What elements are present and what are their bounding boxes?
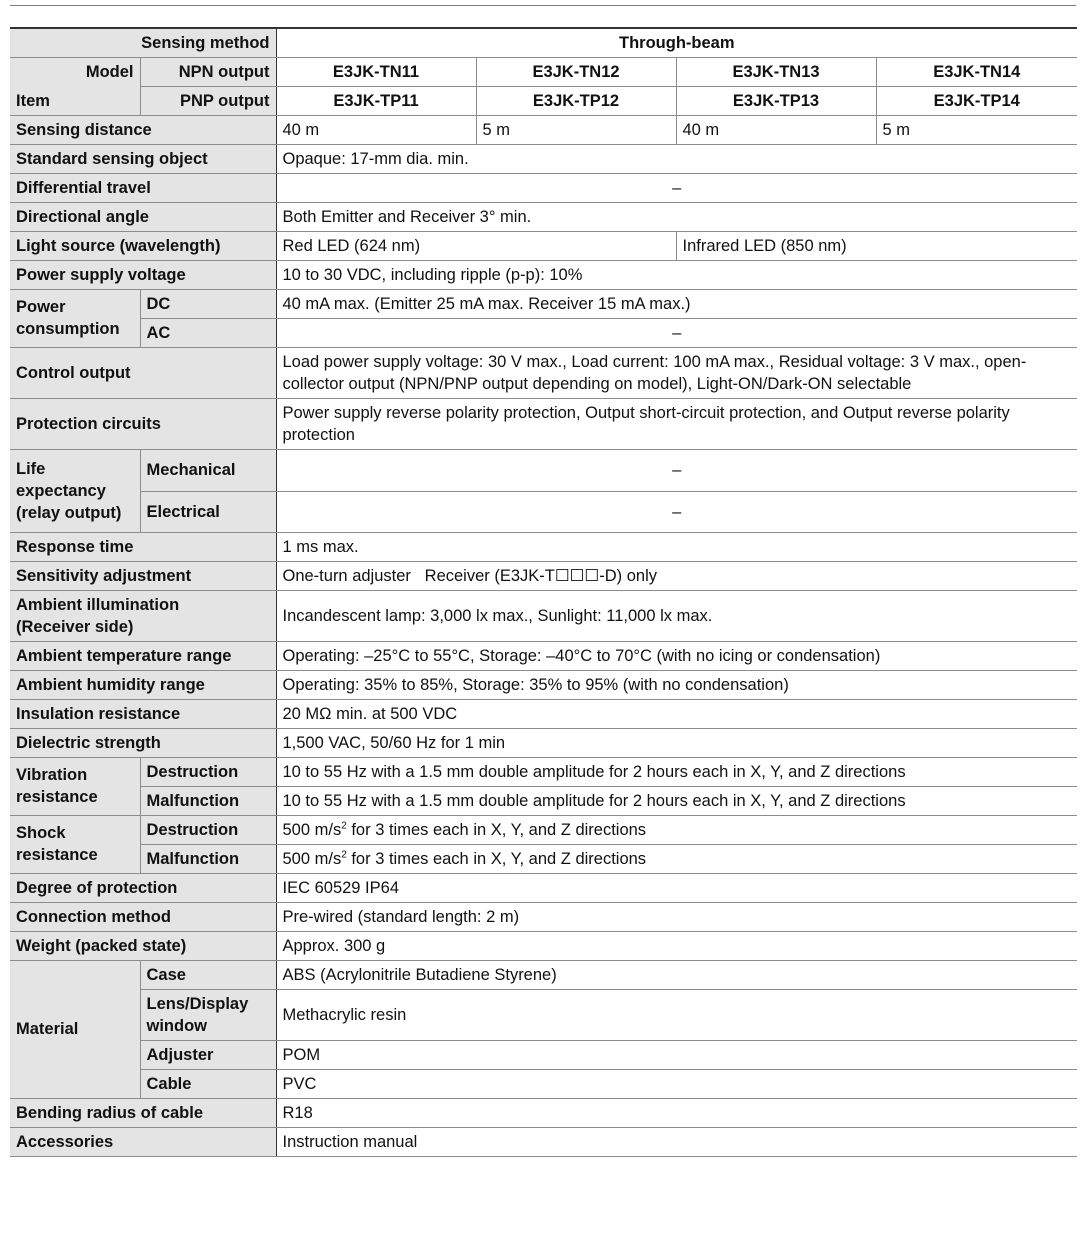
sensing-method-value: Through-beam — [276, 28, 1077, 57]
value-line: protection — [282, 425, 355, 444]
row-label: Dielectric strength — [10, 728, 276, 757]
light-source-infrared: Infrared LED (850 nm) — [676, 231, 1077, 260]
row-label: Differential travel — [10, 173, 276, 202]
superscript: 2 — [341, 849, 347, 860]
header-row-npn — [10, 57, 1077, 86]
row-value: 10 to 30 VDC, including ripple (p-p): 10% — [276, 260, 1077, 289]
row-ambient-illumination — [10, 590, 1077, 641]
row-label: Bending radius of cable — [10, 1098, 276, 1127]
npn-model-1: E3JK-TN11 — [276, 57, 476, 86]
row-connection-method — [10, 902, 1077, 931]
row-value: 1 ms max. — [276, 532, 1077, 561]
row-material-cable — [10, 1069, 1077, 1098]
label-line: resistance — [16, 788, 98, 806]
row-value: IEC 60529 IP64 — [276, 873, 1077, 902]
row-label: Directional angle — [10, 202, 276, 231]
value-line: collector output (NPN/PNP output depending on model), Light-ON/Dark-ON selectable — [282, 374, 912, 393]
dc-value: 40 mA max. (Emitter 25 mA max. Receiver 15 mA max.) — [276, 289, 1077, 318]
label-line: (Receiver side) — [16, 617, 134, 636]
row-power-consumption-ac — [10, 318, 1077, 347]
npn-model-3: E3JK-TN13 — [676, 57, 876, 86]
row-ambient-humidity — [10, 670, 1077, 699]
light-source-red: Red LED (624 nm) — [276, 231, 676, 260]
label-line: Ambient illumination — [16, 595, 180, 614]
destruction-label: Destruction — [140, 757, 276, 786]
row-label: Insulation resistance — [10, 699, 276, 728]
row-label: Accessories — [10, 1127, 276, 1156]
row-value: Approx. 300 g — [276, 931, 1077, 960]
sensing-distance-2: 5 m — [476, 115, 676, 144]
row-light-source — [10, 231, 1077, 260]
label-line: Shock — [16, 824, 66, 842]
label-line: expectancy — [16, 481, 106, 500]
row-value: 1,500 VAC, 50/60 Hz for 1 min — [276, 728, 1077, 757]
electrical-label: Electrical — [140, 491, 276, 532]
row-value: Instruction manual — [276, 1127, 1077, 1156]
row-label: Connection method — [10, 902, 276, 931]
row-value: 20 MΩ min. at 500 VDC — [276, 699, 1077, 728]
malfunction-label: Malfunction — [140, 844, 276, 873]
destruction-value — [276, 815, 1077, 844]
adjuster-value: POM — [276, 1040, 1077, 1069]
adjuster-label: Adjuster — [140, 1040, 276, 1069]
row-degree-of-protection — [10, 873, 1077, 902]
model-label: Model — [85, 62, 134, 81]
row-life-mechanical — [10, 449, 1077, 491]
row-value: Operating: 35% to 85%, Storage: 35% to 95% (with no condensation) — [276, 670, 1077, 699]
label-line: resistance — [16, 846, 98, 864]
row-weight — [10, 931, 1077, 960]
row-value — [276, 347, 1077, 398]
label-line: consumption — [16, 320, 120, 338]
item-label: Item — [16, 91, 50, 110]
npn-model-4: E3JK-TN14 — [876, 57, 1077, 86]
life-expectancy-label — [10, 449, 140, 532]
row-value: Both Emitter and Receiver 3° min. — [276, 202, 1077, 231]
row-vibration-malfunction — [10, 786, 1077, 815]
vibration-resistance-label — [10, 757, 140, 815]
row-material-lens — [10, 989, 1077, 1040]
row-value: R18 — [276, 1098, 1077, 1127]
pnp-model-1: E3JK-TP11 — [276, 86, 476, 115]
mechanical-value: – — [276, 449, 1077, 491]
row-label: Sensing distance — [10, 115, 276, 144]
value-line: Load power supply voltage: 30 V max., Load current: 100 mA max., Residual voltage: 3 V max., open- — [282, 352, 1027, 371]
header-row-sensing-method — [10, 28, 1077, 57]
malfunction-value: 10 to 55 Hz with a 1.5 mm double amplitude for 2 hours each in X, Y, and Z directions — [276, 786, 1077, 815]
value-text: for 3 times each in X, Y, and Z directions — [346, 849, 647, 868]
row-label: Standard sensing object — [10, 144, 276, 173]
pnp-model-3: E3JK-TP13 — [676, 86, 876, 115]
row-label: Sensitivity adjustment — [10, 561, 276, 590]
row-value: Operating: –25°C to 55°C, Storage: –40°C to 70°C (with no icing or condensation) — [276, 641, 1077, 670]
label-line: Lens/Display — [146, 994, 249, 1013]
cable-label: Cable — [140, 1069, 276, 1098]
row-label: Response time — [10, 532, 276, 561]
label-line: Life — [16, 459, 46, 478]
row-bending-radius — [10, 1098, 1077, 1127]
row-standard-object — [10, 144, 1077, 173]
row-label — [10, 590, 276, 641]
npn-model-2: E3JK-TN12 — [476, 57, 676, 86]
sensing-distance-1: 40 m — [276, 115, 476, 144]
npn-output-label: NPN output — [140, 57, 276, 86]
row-vibration-destruction — [10, 757, 1077, 786]
cable-value: PVC — [276, 1069, 1077, 1098]
row-differential-travel — [10, 173, 1077, 202]
row-shock-malfunction — [10, 844, 1077, 873]
row-label: Control output — [10, 347, 276, 398]
row-value: Opaque: 17-mm dia. min. — [276, 144, 1077, 173]
malfunction-value — [276, 844, 1077, 873]
power-consumption-label — [10, 289, 140, 347]
row-label: Weight (packed state) — [10, 931, 276, 960]
row-control-output — [10, 347, 1077, 398]
row-sensitivity-adjustment — [10, 561, 1077, 590]
label-line: Power — [16, 298, 66, 316]
sensing-distance-4: 5 m — [876, 115, 1077, 144]
row-label: Light source (wavelength) — [10, 231, 276, 260]
row-life-electrical — [10, 491, 1077, 532]
row-label: Protection circuits — [10, 398, 276, 449]
row-response-time — [10, 532, 1077, 561]
row-accessories — [10, 1127, 1077, 1156]
ac-value: – — [276, 318, 1077, 347]
dc-label: DC — [140, 289, 276, 318]
row-value: One-turn adjuster Receiver (E3JK-T☐☐☐-D) only — [276, 561, 1077, 590]
row-label: Power supply voltage — [10, 260, 276, 289]
row-ambient-temperature — [10, 641, 1077, 670]
model-item-header — [10, 57, 140, 115]
superscript: 2 — [341, 820, 347, 831]
label-line: Vibration — [16, 766, 88, 784]
row-sensing-distance — [10, 115, 1077, 144]
material-label: Material — [10, 960, 140, 1098]
label-line: (relay output) — [16, 503, 122, 522]
lens-value: Methacrylic resin — [276, 989, 1077, 1040]
row-shock-destruction — [10, 815, 1077, 844]
value-text: for 3 times each in X, Y, and Z directions — [346, 820, 647, 839]
row-directional-angle — [10, 202, 1077, 231]
row-dielectric-strength — [10, 728, 1077, 757]
case-label: Case — [140, 960, 276, 989]
malfunction-label: Malfunction — [140, 786, 276, 815]
sensing-distance-3: 40 m — [676, 115, 876, 144]
top-rule — [10, 5, 1076, 6]
ac-label: AC — [140, 318, 276, 347]
row-value: – — [276, 173, 1077, 202]
row-material-case — [10, 960, 1077, 989]
spec-table — [10, 27, 1077, 1157]
pnp-model-4: E3JK-TP14 — [876, 86, 1077, 115]
value-text: 500 m/s — [282, 820, 342, 839]
row-material-adjuster — [10, 1040, 1077, 1069]
value-text: 500 m/s — [282, 849, 342, 868]
header-row-pnp — [10, 86, 1077, 115]
mechanical-label: Mechanical — [140, 449, 276, 491]
destruction-label: Destruction — [140, 815, 276, 844]
row-protection-circuits — [10, 398, 1077, 449]
label-line: window — [146, 1016, 207, 1035]
pnp-model-2: E3JK-TP12 — [476, 86, 676, 115]
row-label: Ambient humidity range — [10, 670, 276, 699]
sensing-method-label: Sensing method — [10, 28, 276, 57]
destruction-value: 10 to 55 Hz with a 1.5 mm double amplitude for 2 hours each in X, Y, and Z directions — [276, 757, 1077, 786]
value-line: Power supply reverse polarity protection, Output short-circuit protection, and Output reverse polarity — [282, 403, 1010, 422]
row-value — [276, 398, 1077, 449]
row-power-consumption-dc — [10, 289, 1077, 318]
electrical-value: – — [276, 491, 1077, 532]
row-label: Degree of protection — [10, 873, 276, 902]
row-value: Pre-wired (standard length: 2 m) — [276, 902, 1077, 931]
row-power-supply-voltage — [10, 260, 1077, 289]
row-insulation-resistance — [10, 699, 1077, 728]
row-value: Incandescent lamp: 3,000 lx max., Sunlight: 11,000 lx max. — [276, 590, 1077, 641]
row-label: Ambient temperature range — [10, 641, 276, 670]
pnp-output-label: PNP output — [140, 86, 276, 115]
shock-resistance-label — [10, 815, 140, 873]
lens-display-window-label — [140, 989, 276, 1040]
case-value: ABS (Acrylonitrile Butadiene Styrene) — [276, 960, 1077, 989]
